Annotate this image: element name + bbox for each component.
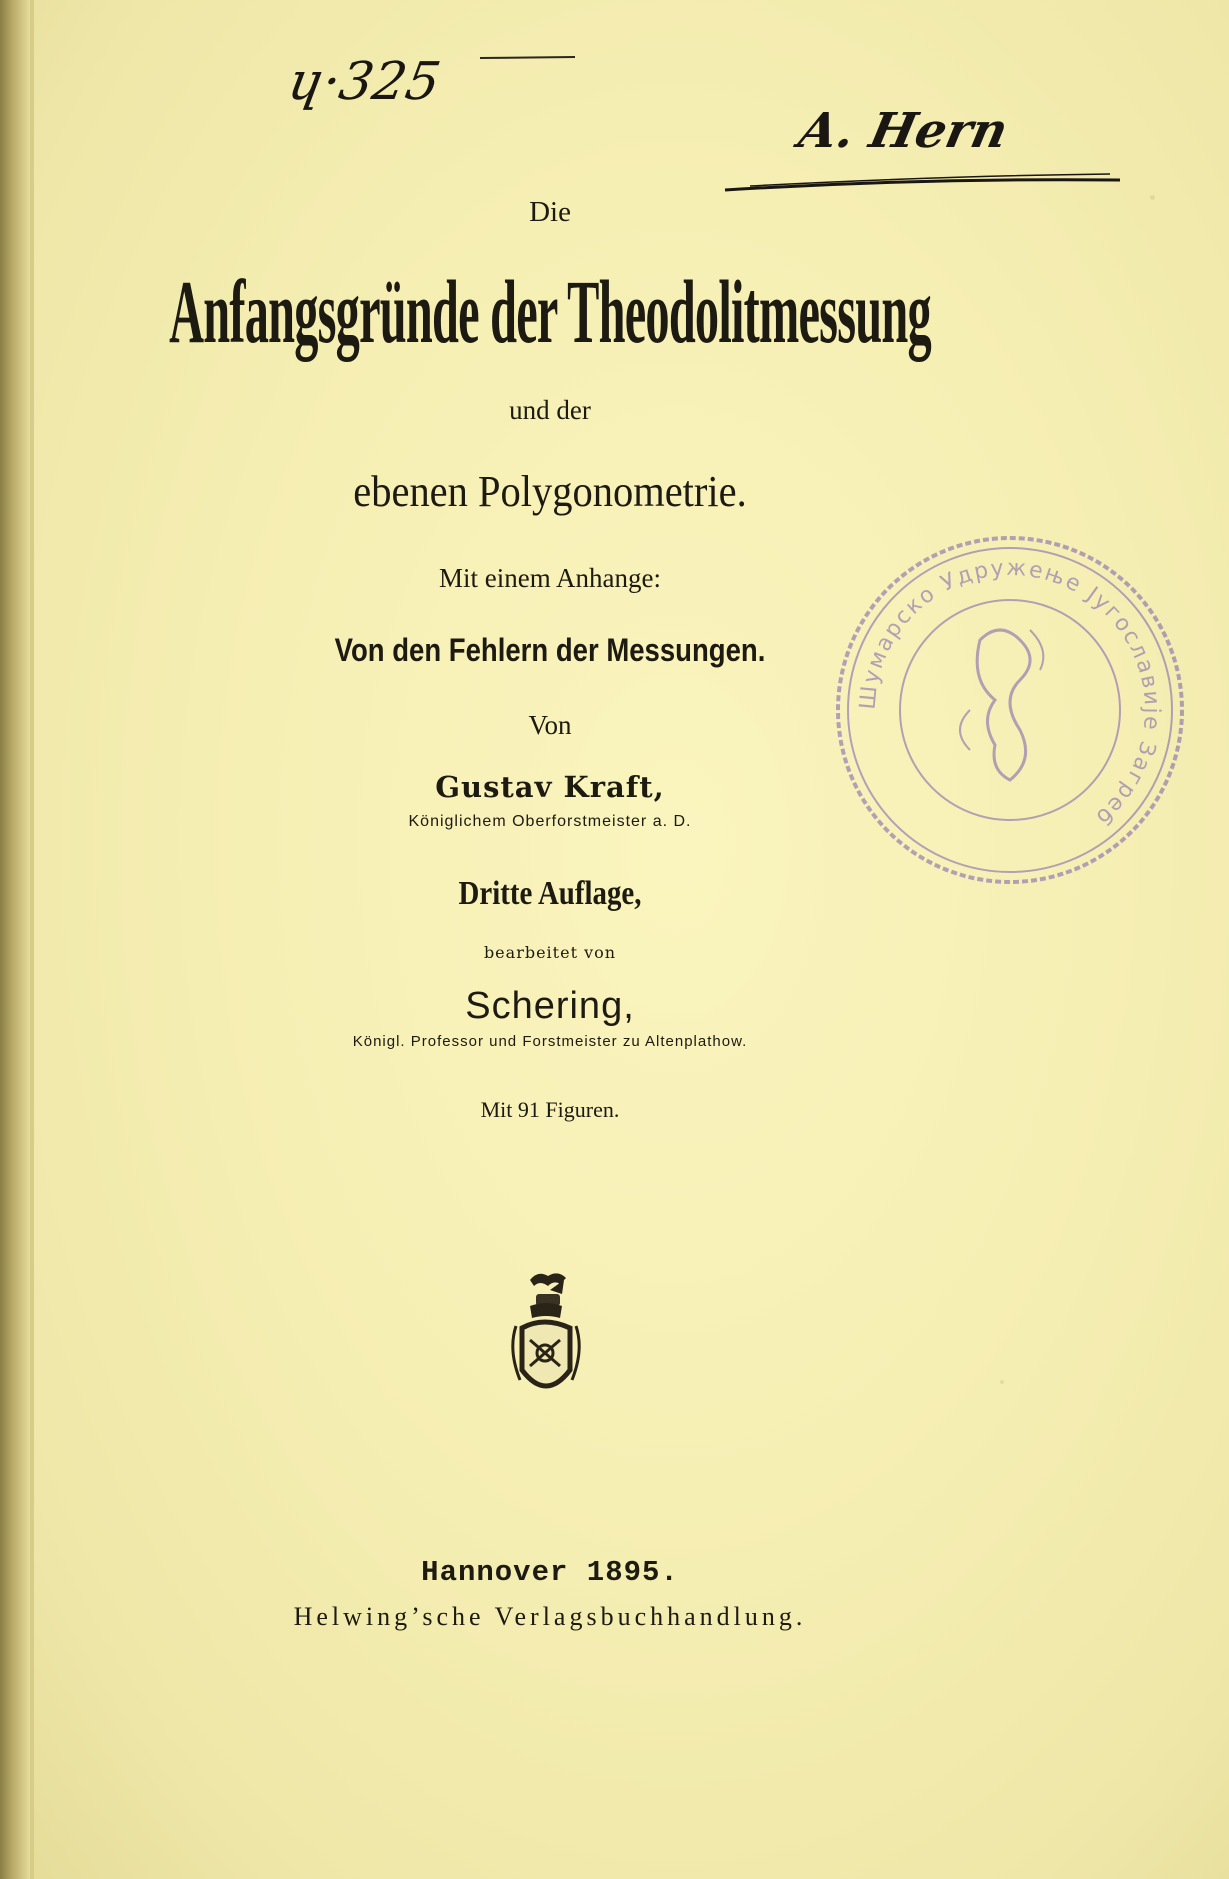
- paper-spot: [1000, 1380, 1004, 1384]
- editor-title: Königl. Professor und Forstmeister zu Altenplathow.: [352, 1033, 748, 1050]
- title-und-der: und der: [509, 395, 591, 425]
- author-name: Gustav Kraft,: [435, 770, 665, 804]
- edition: Dritte Auflage,: [458, 875, 642, 912]
- handwritten-signature: A. Hern: [794, 103, 1013, 159]
- publisher-crest-icon: [500, 1270, 590, 1420]
- page-gutter: [30, 0, 34, 1879]
- figures-note: Mit 91 Figuren.: [480, 1097, 620, 1122]
- library-stamp: [830, 530, 1190, 890]
- stamp-text: Шумарско Удружење Југославије Загреб: [855, 555, 1165, 831]
- book-spine-edge: [0, 0, 30, 1879]
- publisher: Helwing’sche Verlagsbuchhandlung.: [293, 1602, 807, 1631]
- author-title: Königlichem Oberforstmeister a. D.: [408, 813, 692, 830]
- shelfmark-underline: [480, 55, 580, 65]
- by-line: Von: [528, 710, 572, 740]
- main-title: Anfangsgründe der Theodolitmessung: [169, 263, 931, 363]
- handwritten-shelfmark: ɥ·325: [284, 52, 445, 112]
- edited-by: bearbeitet von: [483, 943, 617, 962]
- editor-name: Schering,: [465, 985, 635, 1027]
- place-and-year: Hannover 1895.: [421, 1556, 679, 1589]
- appendix-title: Von den Fehlern der Messungen.: [334, 632, 766, 668]
- subtitle: ebenen Polygonometrie.: [353, 467, 747, 516]
- paper-spot: [1150, 195, 1155, 200]
- appendix-intro: Mit einem Anhange:: [439, 563, 661, 593]
- signature-underline: [720, 160, 1130, 200]
- title-die: Die: [529, 196, 571, 228]
